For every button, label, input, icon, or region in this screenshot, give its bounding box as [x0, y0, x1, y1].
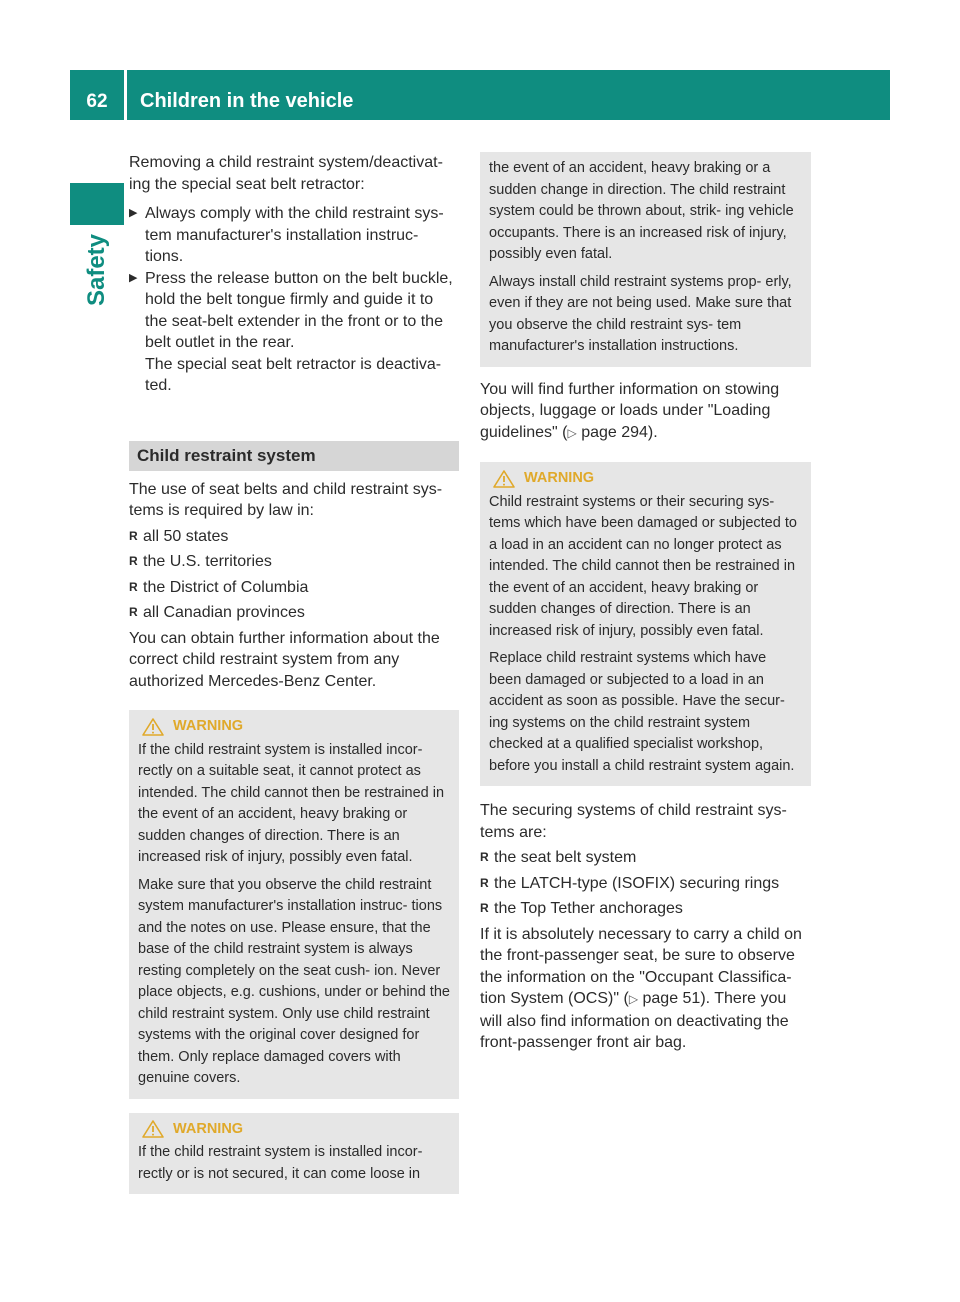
- warning-label: WARNING: [524, 470, 595, 486]
- removal-intro: Removing a child restraint system/deactivat- ing the special seat belt retractor:: [129, 154, 443, 193]
- warning-box: [129, 1113, 459, 1195]
- warning-triangle-icon: [142, 718, 164, 736]
- law-intro: The use of seat belts and child restraint sys- tems is required by law in:: [129, 480, 443, 519]
- list-item: [480, 873, 811, 895]
- bullet-icon: R: [129, 528, 138, 543]
- page-title: Children in the vehicle: [140, 90, 354, 112]
- warning-label: WARNING: [173, 1120, 244, 1137]
- warning-header: [138, 716, 450, 738]
- warning-label: WARNING: [173, 718, 244, 734]
- list-item-text: the Top Tether anchorages: [494, 900, 683, 917]
- page-reference-icon: ▷: [567, 425, 577, 440]
- warning-text: Make sure that you observe the child restraint system manufacturer's installation instruc- tions and the notes on use. Please ensure, that the base of the child restraint system is always resting completely on the seat cush- ion. Never place objects, e.g. cushions, under or behind the child restraint system. Only use child restraint systems with the original cover designed for them. Only replace damaged covers with genuine covers.: [138, 876, 450, 1086]
- list-item-text: the seat belt system: [494, 849, 637, 866]
- side-tab: [70, 230, 124, 310]
- warning-header: [138, 1119, 450, 1141]
- section-heading: Child restraint system: [129, 441, 459, 471]
- ocs-text-part: If it is absolutely necessary to carry a child on the front-passenger seat, be sure to observe the information on the "Occupant Classifica- tion System (OCS)" (: [480, 925, 802, 1007]
- bullet-icon: R: [129, 579, 138, 594]
- warning-text: If the child restraint system is installed incor- rectly on a suitable seat, it cannot protect as intended. The child cannot then be restrained in the event of an accident, heavy braking or sudden changes of direction. There is an increased risk of injury, possibly even fatal.: [138, 741, 445, 865]
- step-result: [129, 354, 459, 397]
- stowing-text-part: page 294).: [576, 423, 658, 441]
- warning-box-continued: [480, 152, 811, 367]
- bullet-icon: R: [480, 901, 489, 915]
- warning-triangle-icon: [142, 1120, 164, 1138]
- right-column: [480, 152, 811, 1054]
- warning-box: [129, 710, 459, 1099]
- warning-header: [489, 468, 802, 490]
- step-item: [129, 268, 459, 354]
- list-item-text: the U.S. territories: [143, 553, 272, 570]
- page-reference-icon: ▷: [628, 992, 639, 1006]
- securing-intro: The securing systems of child restraint sys- tems are:: [480, 802, 787, 841]
- left-column: [129, 152, 459, 1194]
- list-item-text: all Canadian provinces: [143, 604, 305, 621]
- list-item: [129, 551, 459, 573]
- side-tab-marker: [70, 183, 124, 225]
- list-item: [480, 847, 811, 869]
- step-result-text: The special seat belt retractor is deactiva- ted.: [145, 355, 442, 394]
- ocs-text-part: page 51). There you will also find information on deactivating the front-passenger front air bag.: [480, 990, 789, 1051]
- list-item-text: the LATCH-type (ISOFIX) securing rings: [494, 874, 780, 892]
- step-arrow-icon: ▶: [129, 271, 138, 284]
- step-arrow-icon: ▶: [129, 207, 138, 219]
- list-item: [129, 577, 459, 599]
- bullet-icon: R: [129, 554, 138, 568]
- warning-text: Replace child restraint systems which have been damaged or subjected to a load in an accident as soon as possible. Have the secur- ing systems on the child restraint system checked at a qualified specialist workshop, before you install a child restraint system again.: [489, 650, 795, 774]
- side-tab-label: Safety: [83, 233, 111, 307]
- step-text: Always comply with the child restraint sys- tem manufacturer's installation instruc- tions.: [145, 205, 444, 265]
- header-divider: [124, 70, 127, 120]
- bullet-icon: R: [129, 605, 138, 619]
- list-item: [480, 898, 811, 920]
- step-item: [129, 203, 459, 268]
- info-text: You can obtain further information about the correct child restraint system from any authorized Mercedes-Benz Center.: [129, 629, 440, 690]
- stowing-text-part: You will find further information on stowing objects, luggage or loads under "Loading guidelines" (: [480, 380, 780, 441]
- bullet-icon: R: [480, 875, 489, 890]
- list-item-text: all 50 states: [143, 527, 229, 545]
- warning-text: If the child restraint system is installed incor- rectly or is not secured, it can come loose in: [138, 1144, 423, 1182]
- warning-text: Always install child restraint systems prop- erly, even if they are not being used. Make sure that you observe the child restraint sys- tem manufacturer's installation instructions.: [489, 273, 792, 354]
- warning-box: [480, 462, 811, 786]
- warning-text: Child restraint systems or their securing sys- tems which have been damaged or subjected to a load in an accident can no longer protect as intended. The child cannot then be restrained in the event of an accident, heavy braking or sudden changes of direction. There is an increased risk of injury, possibly even fatal.: [489, 493, 797, 639]
- list-item: [129, 526, 459, 548]
- list-item-text: the District of Columbia: [143, 578, 309, 596]
- step-text: Press the release button on the belt buckle, hold the belt tongue firmly and guide it to the seat-belt extender in the front or to the belt outlet in the rear.: [145, 269, 453, 351]
- page-number: 62: [86, 91, 108, 112]
- warning-triangle-icon: [493, 470, 515, 488]
- bullet-icon: R: [480, 850, 489, 864]
- warning-text: the event of an accident, heavy braking or a sudden change in direction. The child restraint system could be thrown about, strik- ing vehicle occupants. There is an increased risk of injury, possibly even fatal.: [489, 160, 794, 262]
- stowing-text: [480, 379, 811, 445]
- ocs-text: [480, 924, 811, 1054]
- list-item: [129, 602, 459, 624]
